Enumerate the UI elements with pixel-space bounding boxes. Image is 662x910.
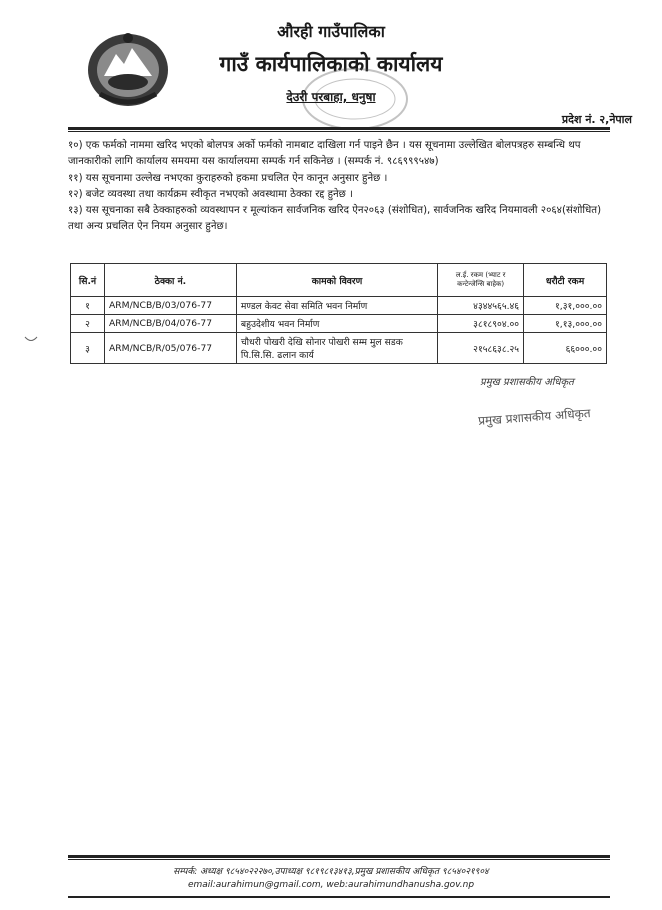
col-header-estimate: ल.ई. रकम (भ्याट र कन्टेन्जेन्सि बाहेक) [438,264,524,297]
signature-block [470,370,620,430]
col-header-sn: सि.नं [71,264,105,297]
cell-estimate: ३८१८९०४.०० [438,315,524,333]
signature-handwritten-title: प्रमुख प्रशासकीय अधिकृत [477,406,592,428]
col-header-work: कामको विवरण [236,264,437,297]
cell-sn: १ [71,297,105,315]
clause-12: १२) बजेट व्यवस्था तथा कार्यक्रम स्वीकृत नभएको अवस्थामा ठेक्का रद्द हुनेछ । [68,188,353,200]
cell-deposit: १,१३,०००.०० [524,315,607,333]
office-location: देउरी परबाहा, धनुषा [286,90,376,104]
footer-divider [68,855,610,858]
contracts-table [70,263,607,364]
table-row [71,297,607,315]
cell-work: बहुउदेशीय भवन निर्माण [236,315,437,333]
cell-work: चौधरी पोखरी देखि सोनार पोखरी सम्म मुल सडक पि.सि.सि. ढलान कार्य [236,333,437,364]
table-row [71,315,607,333]
cell-estimate: ४३४४५६५.४६ [438,297,524,315]
footer-web: email:aurahimun@gmail.com, web:aurahimundhanusha.gov.np [187,880,475,890]
cell-sn: ३ [71,333,105,364]
cell-work: मण्डल केवट सेवा समिति भवन निर्माण [236,297,437,315]
cell-contract: ARM/NCB/R/05/076-77 [104,333,236,364]
cell-sn: २ [71,315,105,333]
province-label: प्रदेश नं. २,नेपाल [561,113,632,126]
signature-stamp-text: प्रमुख प्रशासकीय अधिकृत [480,377,574,388]
margin-mark-icon [24,336,38,343]
office-name: गाउँ कार्यपालिकाको कार्यालय [219,52,443,76]
municipality-name: औरही गाउँपालिका [277,22,385,41]
notice-clauses [68,138,610,236]
footer-divider-thin [68,859,610,860]
col-header-contract: ठेक्का नं. [104,264,236,297]
footer-bottom-rule [68,896,610,898]
cell-contract: ARM/NCB/B/03/076-77 [104,297,236,315]
cell-estimate: २१५८६३८.२५ [438,333,524,364]
clause-10: १०) एक फर्मको नाममा खरिद भएको बोलपत्र अर्को फर्मको नामबाट दाखिला गर्न पाइने छैन । यस सूचनामा उल्लेखित बोलपत्रहरु सम्बन्धि थप जानकारीको लागि कार्यालय समयमा यस कार्यालयमा सम्पर्क गर्न सकिनेछ । (सम्पर्क नं. ९८६९९९५४७) [68,140,581,168]
col-header-deposit: धरौटी रकम [524,264,607,297]
table-header-row [71,264,607,297]
header-divider [68,127,610,130]
clause-13: १३) यस सूचनाका सबै ठेक्काहरुको व्यवस्थापन र मूल्यांकन सार्वजनिक खरिद ऐन२०६३ (संशोधित), सार्वजनिक खरिद नियमावली २०६४(संशोधित) तथा अन्य प्रचलित ऐन नियम अनुसार हुनेछ। [68,205,602,233]
cell-deposit: १,३१,०००.०० [524,297,607,315]
clause-11: ११) यस सूचनामा उल्लेख नभएका कुराहरुको हकमा प्रचलित ऐन कानून अनुसार हुनेछ । [68,172,388,184]
cell-deposit: ६६०००.०० [524,333,607,364]
cell-contract: ARM/NCB/B/04/076-77 [104,315,236,333]
footer-phones: सम्पर्क: अध्यक्ष ९८५४०२२२७०,उपाध्यक्ष ९८१९८१३४१३,प्रमुख प्रशासकीय अधिकृत ९८५४०२१९०४ [173,867,489,877]
table-row [71,333,607,364]
header-divider-thin [68,131,610,132]
